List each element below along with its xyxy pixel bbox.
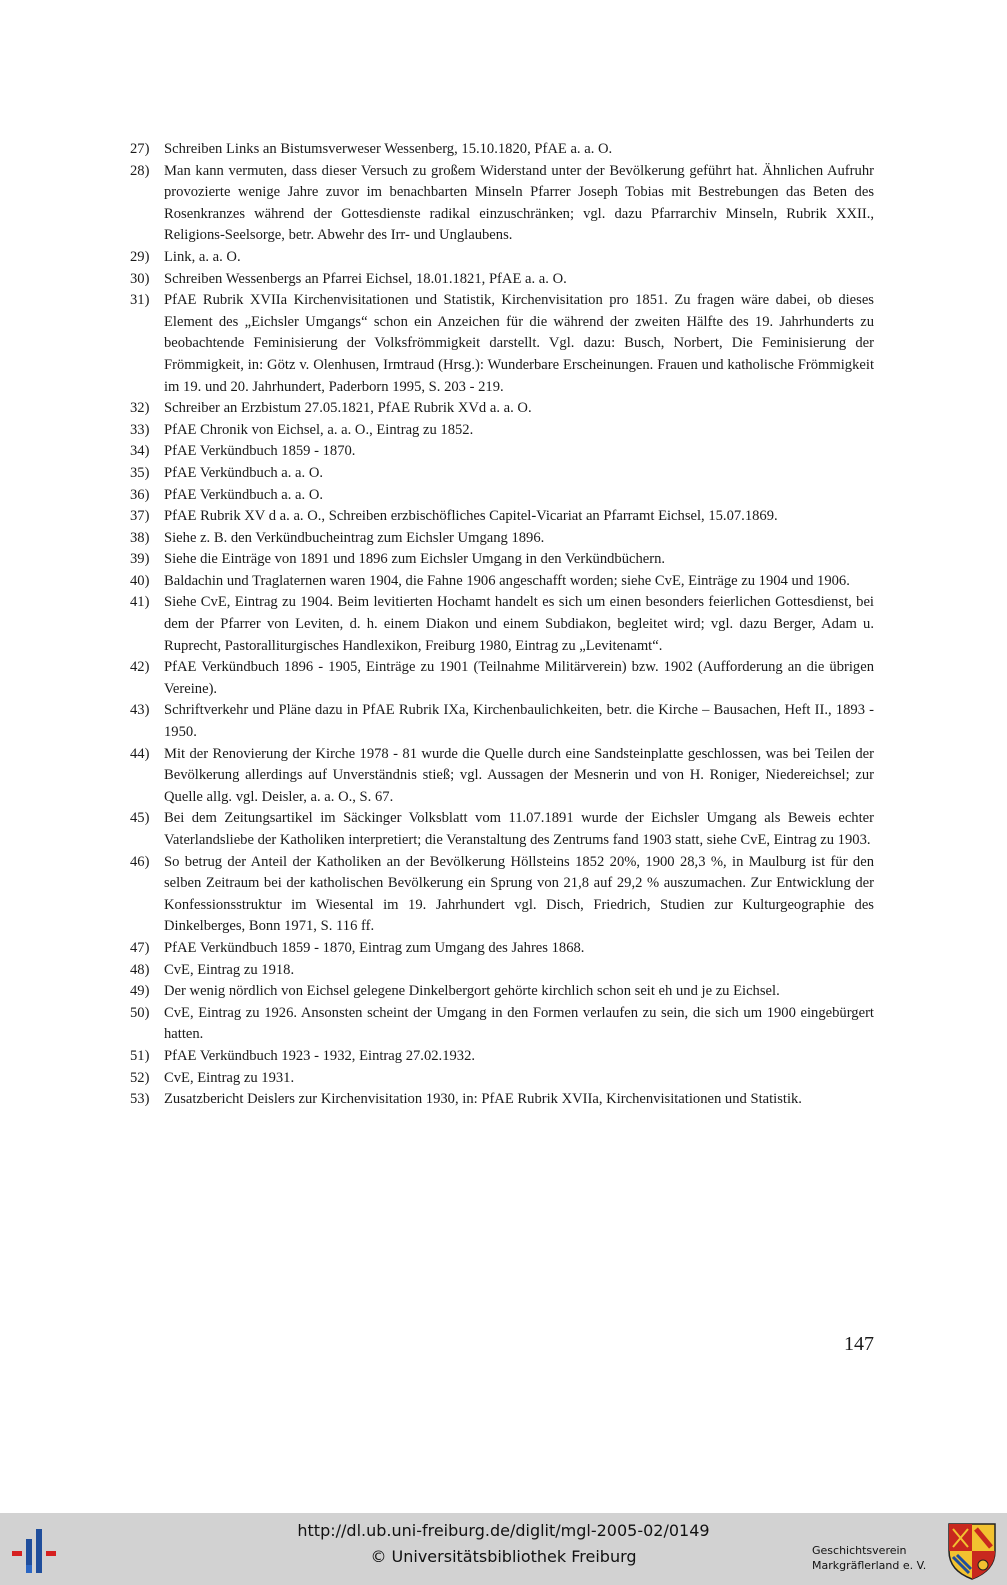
coat-of-arms-icon [945, 1521, 999, 1581]
footnote [130, 592, 874, 657]
footnote-number: 52) [130, 1069, 150, 1086]
footnote-number: 29) [130, 248, 150, 265]
footnote-text: PfAE Verkündbuch 1923 - 1932, Eintrag 27.02.1932. [164, 1047, 476, 1064]
footnote-text: Siehe die Einträge von 1891 und 1896 zum Eichsler Umgang in den Verkündbüchern. [164, 551, 666, 568]
footnote [130, 852, 874, 938]
footnote [130, 420, 874, 442]
footnote-text: PfAE Rubrik XVIIa Kirchenvisitationen und Statistik, Kirchenvisitation pro 1851. Zu fragen wäre dabei, ob dieses Element des „Eichsler Umgangs“ schon ein Anzeichen für die während der zweiten Hälfte des 19. Jahrhunderts zu beobachtende Feminisierung der Volksfrömmigkeit darstellt. Vgl. dazu: Busch, Norbert, Die Feminisierung der Frömmigkeit, in: Götz v. Olenhusen, Irmtraud (Hrsg.): Wunderbare Erscheinungen. Frauen und katholische Frömmigkeit im 19. und 20. Jahrhundert, Paderborn 1995, S. 203 - 219. [164, 292, 874, 395]
footnote-text: PfAE Verkündbuch 1896 - 1905, Einträge zu 1901 (Teilnahme Militärverein) bzw. 1902 (Aufforderung an die übrigen Vereine). [164, 659, 874, 697]
footnote-text: Siehe z. B. den Verkündbucheintrag zum Eichsler Umgang 1896. [164, 529, 545, 546]
footnote-number: 32) [130, 400, 150, 417]
footnote-number: 50) [130, 1004, 150, 1021]
footnote-text: Schreiber an Erzbistum 27.05.1821, PfAE Rubrik XVd a. a. O. [164, 400, 532, 417]
footnote-number: 30) [130, 270, 150, 287]
footnote-number: 43) [130, 702, 150, 719]
footnote-text: Zusatzbericht Deislers zur Kirchenvisitation 1930, in: PfAE Rubrik XVIIa, Kirchenvisitationen und Statistik. [164, 1091, 802, 1108]
footnote-number: 41) [130, 594, 150, 611]
footnote [130, 938, 874, 960]
footnote-text: Man kann vermuten, dass dieser Versuch zu großem Widerstand unter der Bevölkerung geführt hat. Ähnlichen Aufruhr provozierte wenige Jahre zuvor im benachbarten Minseln Pfarrer Joseph Tobias mit Bestrebungen das Beten des Rosenkranzes während der Gottesdienste radikal einzuschränken; vgl. dazu Pfarrarchiv Minseln, Rubrik XXII., Religions-Seelsorge, betr. Abwehr des Irr- und Unglaubens. [164, 162, 874, 244]
footnote [130, 463, 874, 485]
footnote-text: CvE, Eintrag zu 1926. Ansonsten scheint der Umgang in den Formen verlaufen zu sein, die sich um 1900 eingebürgert hatten. [164, 1004, 874, 1043]
footnote-text: Schreiben Links an Bistumsverweser Wessenberg, 15.10.1820, PfAE a. a. O. [164, 141, 613, 157]
footnote [130, 290, 874, 398]
footnote [130, 744, 874, 809]
society-name-line1: Geschichtsverein [812, 1544, 907, 1557]
footnote-text: CvE, Eintrag zu 1931. [164, 1069, 295, 1086]
footnote-text: So betrug der Anteil der Katholiken an der Bevölkerung Höllsteins 1852 20%, 1900 28,3 %, in Maulburg ist für den selben Zeitraum bei der katholischen Bevölkerung ein Sprung von 21,8 auf 29,2 % auszumachen. Zur Entwicklung der Konfessionsstruktur im Wiesental im 19. Jahrhundert vgl. Disch, Friedrich, Studien zur Kulturgeographie des Dinkelberges, Bonn 1971, S. 116 ff. [164, 853, 874, 935]
footnote [130, 398, 874, 420]
footnote-number: 44) [130, 745, 150, 762]
footnote [130, 528, 874, 550]
footnote-text: PfAE Verkündbuch 1859 - 1870. [164, 443, 356, 460]
footnote [130, 960, 874, 982]
footnote-number: 39) [130, 551, 150, 568]
footnote [130, 506, 874, 528]
footnote-number: 38) [130, 529, 150, 546]
footnote [130, 657, 874, 700]
footnote [130, 1046, 874, 1068]
footnote-number: 31) [130, 292, 150, 309]
footnote-number: 28) [130, 162, 150, 179]
footnote-number: 53) [130, 1091, 150, 1108]
footnote-list [130, 139, 874, 1111]
footnote-text: Bei dem Zeitungsartikel im Säckinger Volksblatt vom 11.07.1891 wurde der Eichsler Umgang als Beweis echter Vaterlandsliebe der Katholiken interpretiert; die Veranstaltung des Zentrums fand 1903 statt, siehe CvE, Eintrag zu 1903. [164, 810, 874, 848]
footnote-text: Schriftverkehr und Pläne dazu in PfAE Rubrik IXa, Kirchenbaulichkeiten, betr. die Kirche – Bausachen, Heft II., 1893 - 1950. [164, 702, 874, 741]
footnote-number: 40) [130, 572, 150, 589]
footnote [130, 1003, 874, 1046]
footnote [130, 441, 874, 463]
footnote-number: 42) [130, 659, 150, 676]
footnote [130, 139, 874, 161]
footnote-text: PfAE Verkündbuch a. a. O. [164, 464, 324, 481]
page-number: 147 [844, 1333, 874, 1355]
footnote [130, 981, 874, 1003]
footnote-number: 48) [130, 961, 150, 978]
footnote-text: Der wenig nördlich von Eichsel gelegene Dinkelbergort gehörte kirchlich schon seit eh und je zu Eichsel. [164, 983, 780, 1000]
footnote-number: 51) [130, 1047, 150, 1064]
footnote-number: 49) [130, 983, 150, 1000]
footnote [130, 485, 874, 507]
footnote [130, 247, 874, 269]
footnote-text: PfAE Rubrik XV d a. a. O., Schreiben erzbischöfliches Capitel-Vicariat an Pfarramt Eichsel, 15.07.1869. [164, 508, 778, 525]
footnote-number: 46) [130, 853, 150, 870]
footnote [130, 808, 874, 851]
footnote [130, 1068, 874, 1090]
footnote-number: 35) [130, 464, 150, 481]
footnote-text: Siehe CvE, Eintrag zu 1904. Beim levitierten Hochamt handelt es sich um einen besonders feierlichen Gottesdienst, bei dem der Pfarrer von Leviten, d. h. einem Diakon und einem Subdiakon, begleitet wird; vgl. dazu Berger, Adam u. Ruprecht, Pastoralliturgisches Handlexikon, Freiburg 1980, Eintrag zu „Levitenamt“. [164, 594, 874, 654]
footnote [130, 571, 874, 593]
footnote [130, 700, 874, 743]
footnote-text: Link, a. a. O. [164, 248, 241, 265]
footnote-text: Baldachin und Traglaternen waren 1904, die Fahne 1906 angeschafft worden; siehe CvE, Einträge zu 1904 und 1906. [164, 572, 850, 589]
footnote-number: 45) [130, 810, 150, 827]
footnote [130, 549, 874, 571]
footnote-number: 37) [130, 508, 150, 525]
footnote-number: 33) [130, 421, 150, 438]
footnote-number: 27) [130, 141, 150, 157]
society-name-line2: Markgräflerland e. V. [812, 1559, 927, 1572]
footnote-text: PfAE Chronik von Eichsel, a. a. O., Eintrag zu 1852. [164, 421, 474, 438]
footnote-number: 36) [130, 486, 150, 503]
footnote [130, 269, 874, 291]
footnote [130, 1089, 874, 1111]
footer-copyright: © Universitätsbibliothek Freiburg [370, 1547, 637, 1566]
footnote-text: Schreiben Wessenbergs an Pfarrei Eichsel, 18.01.1821, PfAE a. a. O. [164, 270, 567, 287]
footnote-number: 34) [130, 443, 150, 460]
footnote-text: Mit der Renovierung der Kirche 1978 - 81 wurde die Quelle durch eine Sandsteinplatte geschlossen, was bei Teilen der Bevölkerung allerdings auf Unverständnis stieß; vgl. Aussagen der Mesnerin und von H. Roniger, Niedereichsel; zur Quelle allg. vgl. Deisler, a. a. O., S. 67. [164, 745, 874, 805]
society-name [812, 1543, 936, 1573]
footnote-text: PfAE Verkündbuch a. a. O. [164, 486, 324, 503]
footnote [130, 161, 874, 247]
footnote-text: PfAE Verkündbuch 1859 - 1870, Eintrag zum Umgang des Jahres 1868. [164, 939, 585, 956]
footnote-number: 47) [130, 939, 150, 956]
footer-bar [0, 1513, 1007, 1585]
footnote-text: CvE, Eintrag zu 1918. [164, 961, 295, 978]
footer-url-link[interactable]: http://dl.ub.uni-freiburg.de/diglit/mgl-2005-02/0149 [297, 1521, 710, 1540]
